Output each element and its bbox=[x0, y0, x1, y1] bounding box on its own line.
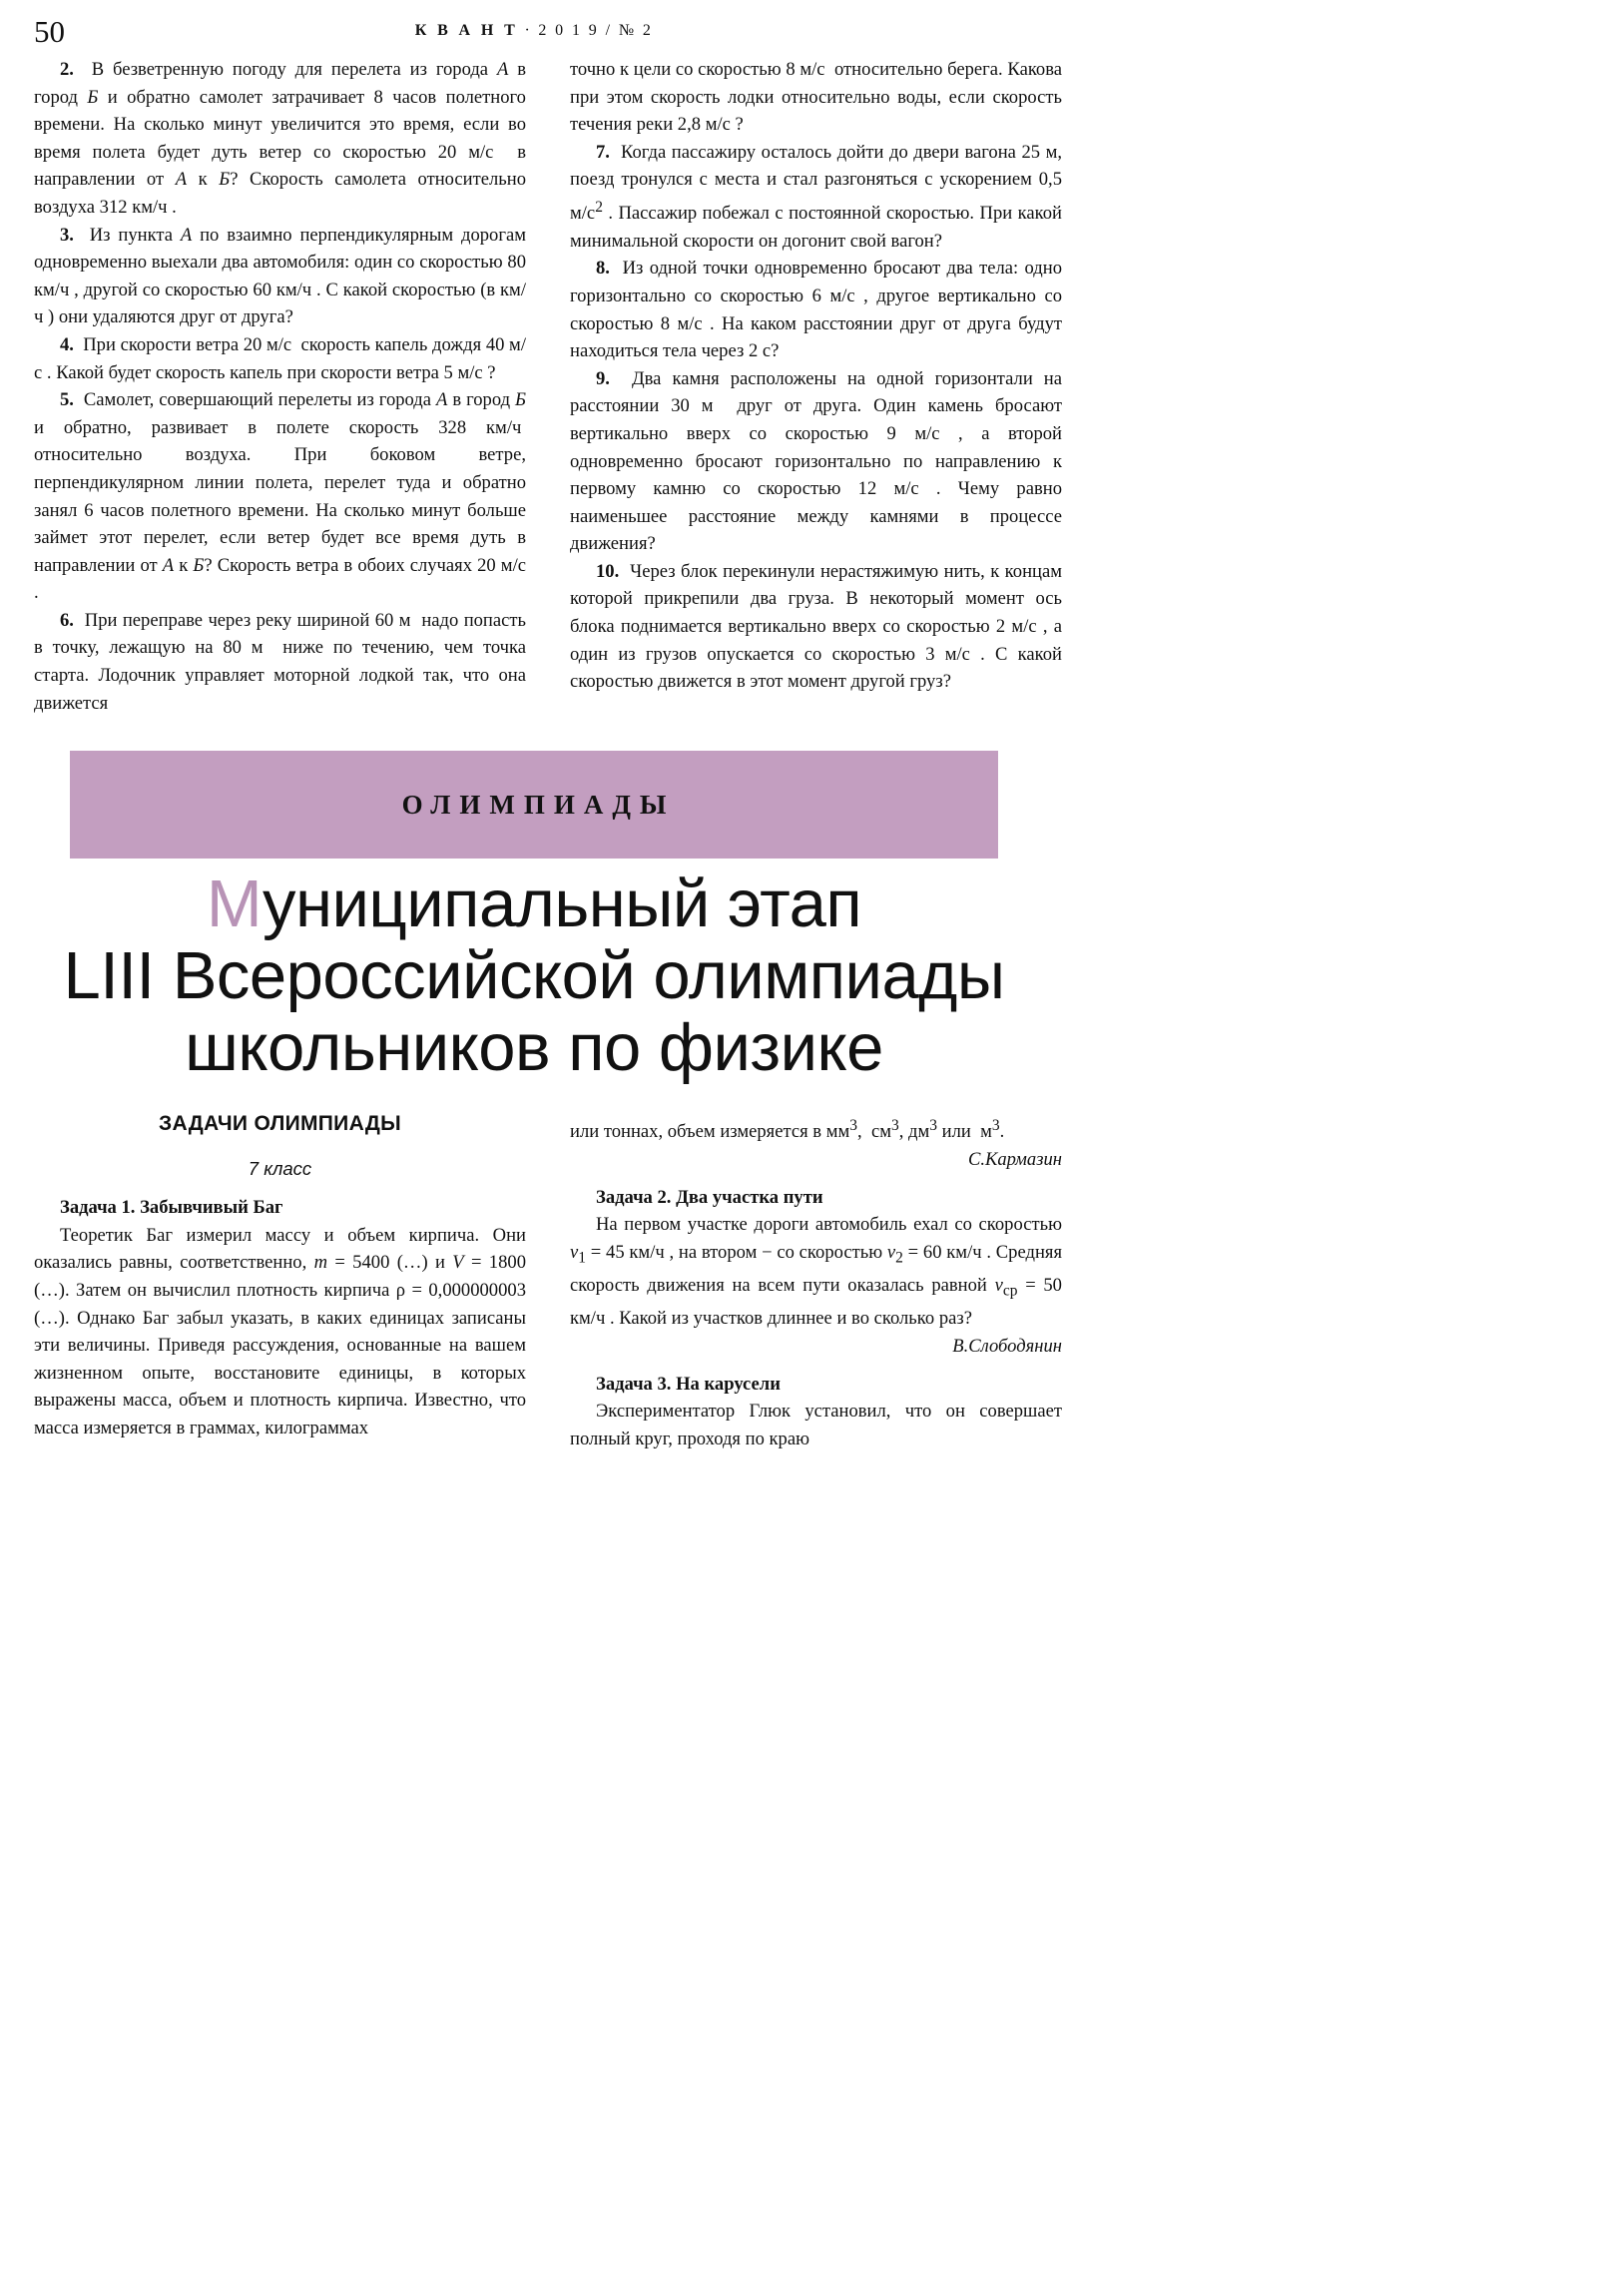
problem-number: 8. bbox=[596, 258, 610, 280]
section-banner-wrap bbox=[0, 751, 1068, 859]
problems-column-left bbox=[34, 56, 526, 717]
task-list-right bbox=[570, 1112, 1062, 1452]
problem-number: 7. bbox=[596, 141, 610, 163]
grade-label: 7 класс bbox=[248, 1158, 312, 1180]
task-body: На первом участке дороги автомобиль ехал со скоростью $v_1 = 45$ км/ч , на втором − со скоростью $v_2 = 60$ км/ч . Средняя скорость движения на всем пути оказалась равной $v_{ср} = 50$ км/ч . Какой из участков длиннее и во сколько раз? bbox=[570, 1214, 1062, 1330]
page-title-lead-letter: М bbox=[206, 866, 263, 942]
problem-list-left bbox=[34, 56, 526, 717]
task-title: Задача 2. Два участка пути bbox=[596, 1186, 823, 1208]
page-number: 50 bbox=[34, 14, 65, 49]
problem-number: 6. bbox=[60, 609, 74, 631]
problem-item: 4. При скорости ветра 20 м/с скорость капель дождя 40 м/с . Какой будет скорость капель при скорости ветра 5 м/с ? bbox=[34, 333, 526, 383]
problem-item: точно к цели со скоростью 8 м/с относительно берега. Какова при этом скорость лодки относительно воды, если скорость течения реки 2,8 м/с ? bbox=[570, 59, 1062, 136]
olympiad-tasks-section bbox=[0, 1112, 1068, 1452]
problem-item: 7. Когда пассажиру осталось дойти до двери вагона 25 м, поезд тронулся с места и стал разгоняться с ускорением 0,5 $м/с^2$ . Пассажир побежал с постоянной скоростью. При какой минимальной скорости он догонит свой вагон? bbox=[570, 141, 1062, 252]
journal-name: К В А Н Т bbox=[414, 22, 519, 39]
task-author: В.Слободянин bbox=[952, 1336, 1062, 1358]
problem-item: 8. Из одной точки одновременно бросают два тела: одно горизонтально со скоростью 6 м/с , другое вертикально со скоростью 8 м/с . На каком расстоянии друг от друга будут находиться тела через 2 с? bbox=[570, 258, 1062, 362]
page-title-line-1 bbox=[16, 868, 1052, 940]
task-title: Задача 1. Забывчивый Баг bbox=[60, 1197, 283, 1219]
task-body: Экспериментатор Глюк установил, что он совершает полный круг, проходя по краю bbox=[570, 1401, 1062, 1449]
page-title-line-3: школьников по физике bbox=[185, 1010, 883, 1086]
problem-item: 3. Из пункта А по взаимно перпендикулярным дорогам одновременно выехали два автомобиля: один со скоростью 80 км/ч , другой со скоростью 60 км/ч . С какой скоростью (в км/ч ) они удаляются друг от друга? bbox=[34, 224, 526, 328]
tasks-column-right bbox=[570, 1112, 1062, 1452]
problem-item: 10. Через блок перекинули нерастяжимую нить, к концам которой прикрепили два груза. В некоторый момент ось блока поднимается вертикально вверх со скоростью 2 м/с , а один из грузов опускается со скоростью 3 м/с . С какой скоростью движется в этот момент другой груз? bbox=[570, 560, 1062, 693]
problem-number: 9. bbox=[596, 367, 610, 389]
problem-list-right bbox=[570, 56, 1062, 696]
problems-column-right bbox=[570, 56, 1062, 696]
problem-number: 2. bbox=[60, 59, 74, 80]
spacer bbox=[570, 1361, 1062, 1371]
journal-page bbox=[0, 0, 1068, 1533]
problem-number: 4. bbox=[60, 333, 74, 355]
problem-number: 3. bbox=[60, 224, 74, 246]
task-list-left bbox=[34, 1194, 526, 1441]
task-body: Теоретик Баг измерил массу и объем кирпича. Они оказались равны, соответственно, m = 5400 (…) и V = 1800 (…). Затем он вычислил плотность кирпича ρ = 0,000000003 (…). Однако Баг забыл указать, в каких единицах записаны эти величины. Приведя рассуждения, основанные на вашем жизненном опыте, восстановите единицы, в которых выражены масса, объем и плотность кирпича. Известно, что масса измеряется в граммах, килограммах bbox=[34, 1224, 526, 1438]
tasks-section-heading: ЗАДАЧИ ОЛИМПИАДЫ bbox=[159, 1112, 401, 1136]
section-banner-label: ОЛИМПИАДЫ bbox=[401, 789, 676, 820]
tasks-columns bbox=[34, 1112, 1062, 1452]
section-banner bbox=[70, 751, 998, 859]
problem-item: 5. Самолет, совершающий перелеты из города А в город Б и обратно, развивает в полете скорость 328 км/ч относительно воздуха. При боковом ветре, перпендикулярном линии полета, перелет туда и обратно занял 6 часов полетного времени. На сколько минут больше займет этот перелет, если ветер будет все время дуть в направлении от А к Б? Скорость ветра в обоих случаях 20 м/с . bbox=[34, 389, 526, 604]
problems-columns bbox=[34, 56, 1062, 717]
issue-label: 2 0 1 9 / № 2 bbox=[538, 22, 654, 39]
running-head-center bbox=[34, 22, 1034, 40]
problem-number: 5. bbox=[60, 389, 74, 411]
problem-item: 2. В безветренную погоду для перелета из города А в город Б и обратно самолет затрачивает 8 часов полетного времени. На сколько минут увеличится это время, если во время полета будет дуть ветер со скоростью 20 м/с в направлении от А к Б? Скорость самолета относительно воздуха 312 км/ч . bbox=[34, 59, 526, 218]
problem-item: 6. При переправе через реку шириной 60 м надо попасть в точку, лежащую на 80 м ниже по течению, чем точка старта. Лодочник управляет моторной лодкой так, что она движется bbox=[34, 609, 526, 714]
running-head bbox=[34, 0, 1034, 56]
spacer bbox=[570, 1174, 1062, 1184]
page-title bbox=[16, 868, 1052, 1084]
issue-separator: · bbox=[524, 22, 533, 39]
page-title-line-2: LIII Всероссийской олимпиады bbox=[63, 938, 1005, 1014]
task-body-continuation: или тоннах, объем измеряется в $мм^3$, $см^3$, $дм^3$ или $м^3$. bbox=[570, 1117, 1005, 1143]
page-title-line-1-rest: униципальный этап bbox=[262, 866, 862, 942]
problem-item: 9. Два камня расположены на одной горизонтали на расстоянии 30 м друг от друга. Один камень бросают вертикально вверх со скоростью 9 м/с , а второй одновременно бросают горизонтально по направлению к первому камню со скоростью 12 м/с . Чему равно наименьшее расстояние между камнями в процессе движения? bbox=[570, 367, 1062, 555]
task-title: Задача 3. На карусели bbox=[596, 1373, 781, 1395]
tasks-column-left bbox=[34, 1112, 526, 1441]
task-author: С.Кармазин bbox=[967, 1149, 1062, 1171]
problem-number: 10. bbox=[596, 560, 620, 582]
